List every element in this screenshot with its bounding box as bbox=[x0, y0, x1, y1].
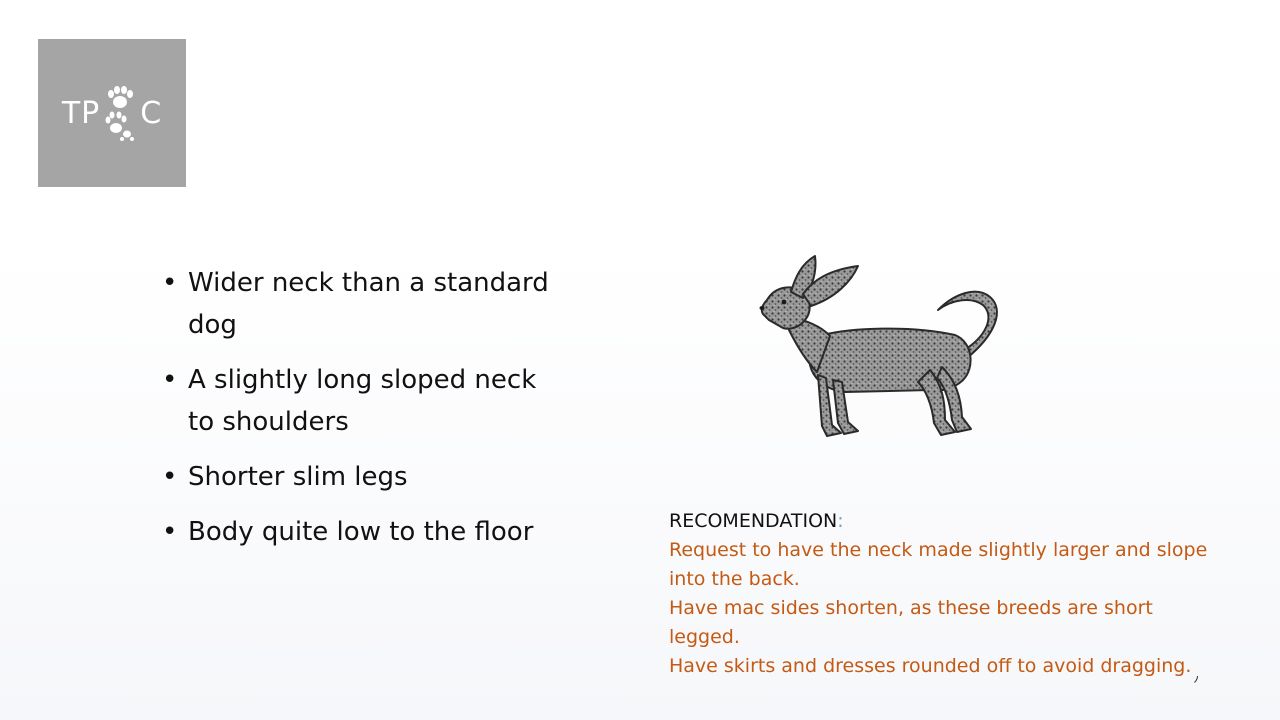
recommendation-line: Have skirts and dresses rounded off to avoid dragging. bbox=[669, 655, 1192, 677]
recommendation-title: RECOMENDATION bbox=[669, 510, 838, 532]
bullet-item: • A slightly long sloped neck to shoulders bbox=[162, 359, 562, 443]
recommendation-colon: : bbox=[837, 510, 844, 532]
recommendation-block bbox=[669, 507, 1229, 681]
bullet-item: • Body quite low to the floor bbox=[162, 511, 562, 553]
corner-mark bbox=[1194, 676, 1199, 683]
bullet-item: • Shorter slim legs bbox=[162, 456, 562, 498]
logo-text-right: C bbox=[140, 95, 163, 131]
bullet-item: • Wider neck than a standard dog bbox=[162, 262, 562, 346]
paw-print-icon bbox=[98, 84, 142, 142]
feature-bullet-list bbox=[162, 262, 562, 566]
logo-text-left: TP bbox=[61, 95, 101, 131]
recommendation-line: Have mac sides shorten, as these breeds are short legged. bbox=[669, 597, 1153, 648]
logo-wordmark bbox=[62, 84, 162, 142]
recommendation-line: Request to have the neck made slightly larger and slope into the back. bbox=[669, 539, 1208, 590]
chihuahua-illustration bbox=[705, 240, 1010, 470]
logo bbox=[38, 39, 186, 187]
recommendation-heading bbox=[669, 507, 1229, 536]
